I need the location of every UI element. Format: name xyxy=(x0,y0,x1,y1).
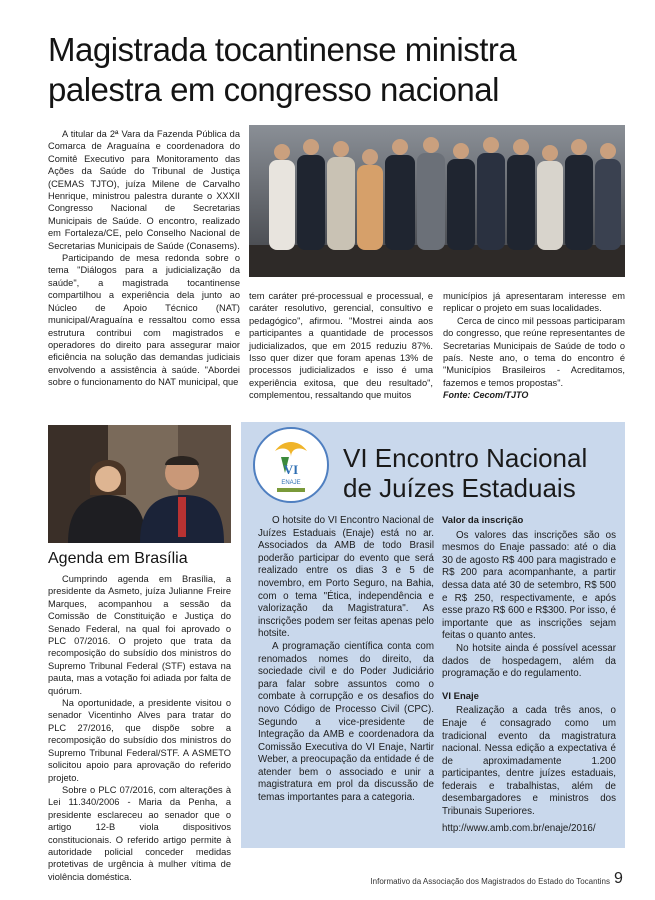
brasilia-photo xyxy=(48,425,231,543)
brasilia-photo-image xyxy=(48,425,231,543)
article1-column2 xyxy=(249,290,433,402)
article1-column1 xyxy=(48,128,240,389)
svg-text:ENAJE: ENAJE xyxy=(281,480,301,486)
article1-paragraph: municípios já apresentaram interesse em replicar o projeto em suas localidades. xyxy=(443,291,625,314)
photo-source: Fonte: Cecom/TJTO xyxy=(443,390,529,401)
valor-paragraph: Os valores das inscrições são os mesmos do Enaje passado: até o dia 30 de agosto R$ 400 para magistrado e R$ 200 para acompanhante, a partir dessa data até 30 de setembro, R$ 500 e R$ 250, respectivamente, e após esse prazo R$ 600 e R$300. Por isso, é importante que as inscrições sejam feitas o quanto antes. xyxy=(442,529,616,642)
enaje-logo-image xyxy=(255,429,327,501)
valor-paragraph: No hotsite ainda é possível acessar dados de hospedagem, além da programação e do regulamento. xyxy=(442,642,616,680)
page-number: 9 xyxy=(614,870,623,887)
enaje-title-line2: de Juízes Estaduais xyxy=(343,473,576,503)
enaje-title-line1: VI Encontro Nacional xyxy=(343,443,588,473)
valor-heading: Valor da inscrição xyxy=(442,515,524,526)
article1-column3 xyxy=(443,290,625,402)
article1-paragraph: Cerca de cinco mil pessoas participaram do congresso, que reúne representantes de Secretarias Municipais de Saúde de todo o país. Neste ano, o tema do encontro é "Municípios Brasileiros - Acreditamos, fazemos e temos propostas". xyxy=(443,315,625,388)
enaje-heading: VI Enaje xyxy=(442,690,479,702)
enaje-column2 xyxy=(442,515,616,835)
group-photo-image xyxy=(249,125,625,277)
article1-paragraph: A titular da 2ª Vara da Fazenda Pública da Comarca de Araguaína e coordenadora do Comitê Executivo para Monitoramento das Ações da Saúde do Tribunal de Justiça (CEMAS TJTO), juíza Milene de Carvalho Henrique, ministrou palestra durante o XXXII Congresso Nacional de Secretarias Municipais de Saúde. O encontro, realizado em Fortaleza/CE, pelo Conselho Nacional de Secretarias Municipais de Saúde (Conasems). xyxy=(48,129,240,251)
svg-text:VI: VI xyxy=(283,462,299,477)
enaje-paragraph: A programação científica conta com renomados nomes do direito, da sociedade civil e do Poder Judiciário para falar sobre assuntos como o combate à corrupção e os desafios do novo Código de Processo Civil (CPC). Segundo a vice-presidente de Integração da AMB e coordenadora da Comissão Executiva do VI Enaje, Nartir Weber, a preocupação da entidade é de atender bem o associado e unir a magistratura em prol da discussão de temas importantes para a categoria. xyxy=(258,640,434,804)
article2-paragraph: Na oportunidade, a presidente visitou o senador Vicentinho Alves para tratar do PLC 27/2016, que dispõe sobre a recomposição do subsídio dos ministros do Supremo Tribunal Federal/STF. A ASMETO solicitou apoio para aprovação do referido projeto. xyxy=(48,698,231,783)
page-headline: Magistrada tocantinense ministra palestra em congresso nacional xyxy=(48,31,517,108)
article2-paragraph: Cumprindo agenda em Brasília, a presidente da Asmeto, juíza Julianne Freire Marques, acompanhou a sessão da Comissão de Constituição e Justiça do Senado Federal, na qual foi aprovado o PLC 07/2016. O projeto que trata da recomposição do subsídio dos ministros do Supremo Tribunal Federal (STF) estava na pauta, mas a votação foi adiada por falta de quórum. xyxy=(48,574,231,696)
group-photo xyxy=(249,125,625,277)
enaje-info-paragraph: Realização a cada três anos, o Enaje é consagrado como um tradicional evento da magistratura nacional. Nessa edição a expectativa é de aproximadamente 1.200 participantes, dentre juízes estaduais, federais e trabalhistas, além de desembargadores e ministros dos Tribunais Superiores. xyxy=(442,705,616,818)
enaje-paragraph: O hotsite do VI Encontro Nacional de Juízes Estaduais (Enaje) está no ar. Associados da AMB de todo Brasil poderão participar do evento que será realizado entre os dias 3 e 5 de novembro, em Porto Seguro, na Bahia, com o tema "Ética, independência e valorização da Magistratura". As inscrições podem ser feitas apenas pelo hotsite. xyxy=(258,515,434,640)
enaje-link[interactable]: http://www.amb.com.br/enaje/2016/ xyxy=(442,822,596,834)
article1-paragraph: tem caráter pré-processual e processual, e caráter resolutivo, gerencial, consultivo e pedagógico", afirmou. "Mostrei ainda aos participantes a quantidade de processos judicializados, que em 2015 reduziu 87%. Isso quer dizer que foram apenas 13% de processos judicializados e isso é uma experiência exitosa, que deu resultado", complementou, ressaltando que muitos xyxy=(249,291,433,401)
enaje-logo xyxy=(253,427,329,503)
article1-paragraph: Participando de mesa redonda sobre o tema "Diálogos para a judicialização da saúde", a magistrada tocantinense compartilhou a experiência dela junto ao Núcleo de Apoio Técnico (NAT) municipal/Araguaína e ressaltou como essa estrutura contribui com magistrados e operadores do direito para assegurar maior eficiência na solução das demandas judiciais envolvendo a assistência à saúde. "Abordei sobre o funcionamento do NAT municipal, que xyxy=(48,253,240,388)
enaje-title xyxy=(343,443,613,503)
footer-text: Informativo da Associação dos Magistrados do Estado do Tocantins xyxy=(370,877,610,886)
enaje-column1 xyxy=(258,515,434,805)
article2-paragraph: Sobre o PLC 07/2016, com alterações à Lei 11.340/2006 - Maria da Penha, a presidente esclareceu ao senador que o artigo 12-B viola dispositivos constitucionais. O referido artigo permite à autoridade policial conceder medidas protetivas de urgência à mulher vítima de violência doméstica. xyxy=(48,784,231,882)
article2-title: Agenda em Brasília xyxy=(48,550,188,567)
article2-body xyxy=(48,573,231,883)
